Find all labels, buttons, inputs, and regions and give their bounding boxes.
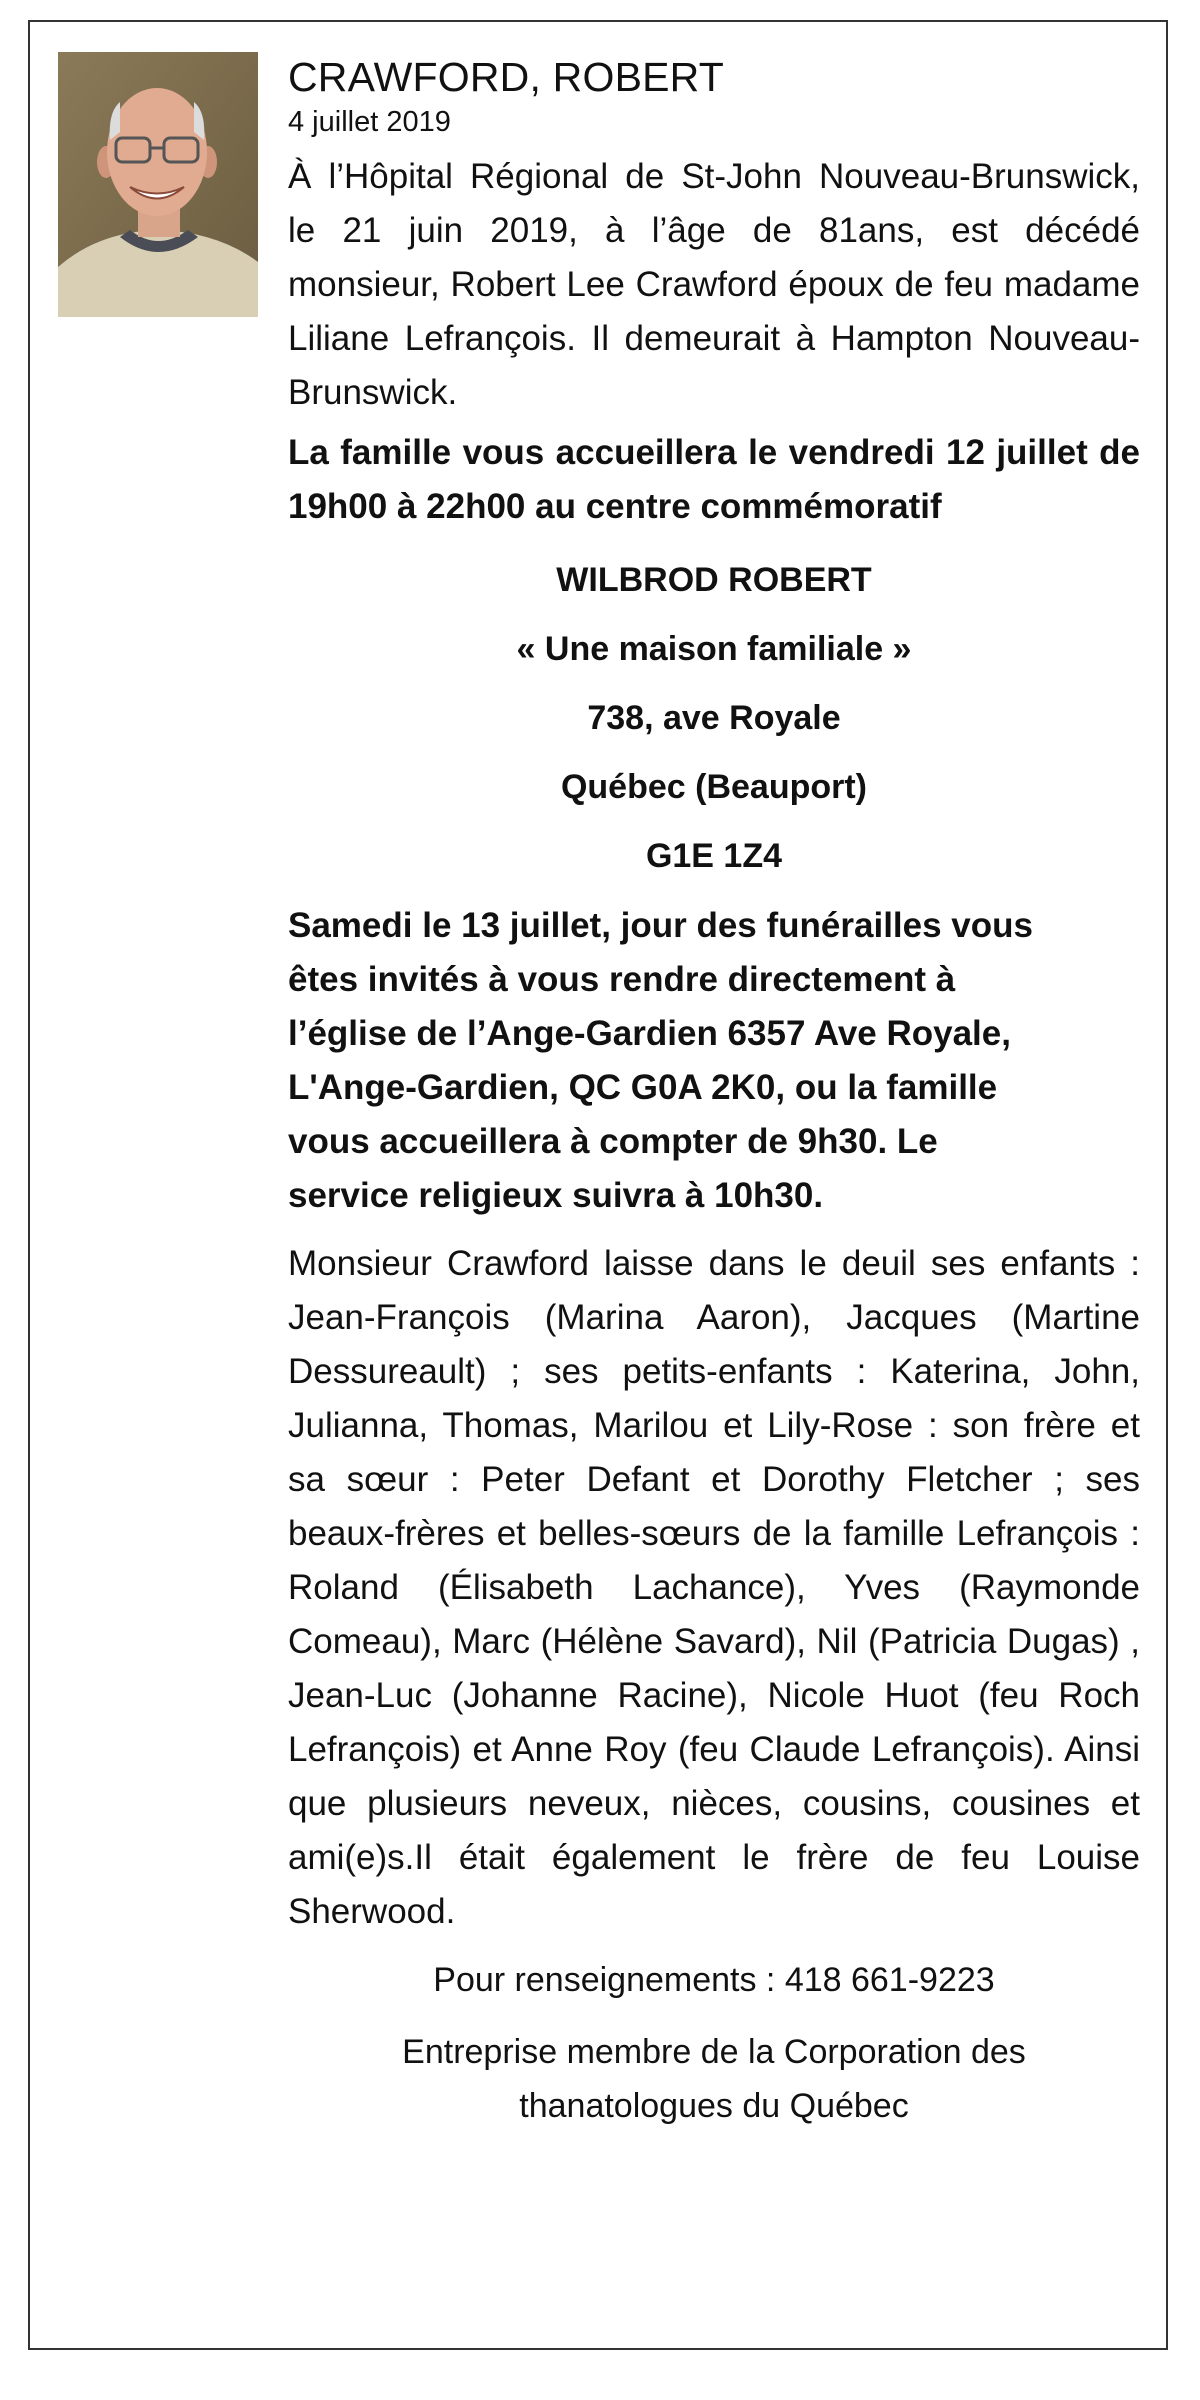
funeral-home-postal-code: G1E 1Z4 — [645, 837, 783, 875]
funeral-home-street: 738, ave Royale — [587, 699, 841, 737]
service-line: êtes invités à vous rendre directement à — [288, 960, 956, 999]
membership-line-2: thanatologues du Québec — [519, 2087, 909, 2125]
membership-line-1: Entreprise membre de la Corporation des — [402, 2033, 1026, 2071]
funeral-home-address — [288, 546, 1140, 891]
publication-date: 4 juillet 2019 — [288, 106, 451, 138]
intro-paragraph: À l’Hôpital Régional de St-John Nouveau-Brunswick, le 21 juin 2019, à l’âge de 81ans, est décédé monsieur, Robert Lee Crawford époux de feu madame Liliane Lefrançois. Il demeurait à Hampton Nouveau-Brunswick. — [288, 157, 1140, 412]
deceased-name: CRAWFORD, ROBERT — [288, 54, 724, 100]
portrait-photo — [58, 52, 258, 317]
service-line: L'Ange-Gardien, QC G0A 2K0, ou la famille — [288, 1068, 998, 1107]
funeral-home-tagline: « Une maison familiale » — [516, 630, 912, 668]
service-line: service religieux suivra à 10h30. — [288, 1176, 824, 1215]
visitation-paragraph: La famille vous accueillera le vendredi 12 juillet de 19h00 à 22h00 au centre commémoratif — [288, 433, 1140, 526]
service-line: Samedi le 13 juillet, jour des funérailles vous — [288, 906, 1033, 945]
service-line: vous accueillera à compter de 9h30. Le — [288, 1122, 938, 1161]
contact-phone: Pour renseignements : 418 661-9223 — [433, 1961, 995, 1999]
service-paragraph — [288, 899, 1140, 1223]
obituary-content — [288, 50, 1140, 2133]
family-paragraph: Monsieur Crawford laisse dans le deuil ses enfants : Jean-François (Marina Aaron), Jacques (Martine Dessureault) ; ses petits-enfants : Katerina, John, Julianna, Thomas, Marilou et Lily-Rose : son frère et sa sœur : Peter Defant et Dorothy Fletcher ; ses beaux-frères et belles-sœurs de la famille Lefrançois : Roland (Élisabeth Lachance), Yves (Raymonde Comeau), Marc (Hélène Savard), Nil (Patricia Dugas) , Jean-Luc (Johanne Racine), Nicole Huot (feu Roch Lefrançois) et Anne Roy (feu Claude Lefrançois). Ainsi que plusieurs neveux, nièces, cousins, cousines et ami(e)s.Il était également le frère de feu Louise Sherwood. — [288, 1244, 1140, 1931]
funeral-home-city: Québec (Beauport) — [560, 768, 868, 806]
portrait-image — [58, 52, 258, 317]
funeral-home-name: WILBROD ROBERT — [556, 561, 872, 599]
service-line: l’église de l’Ange-Gardien 6357 Ave Royale, — [288, 1014, 1011, 1053]
